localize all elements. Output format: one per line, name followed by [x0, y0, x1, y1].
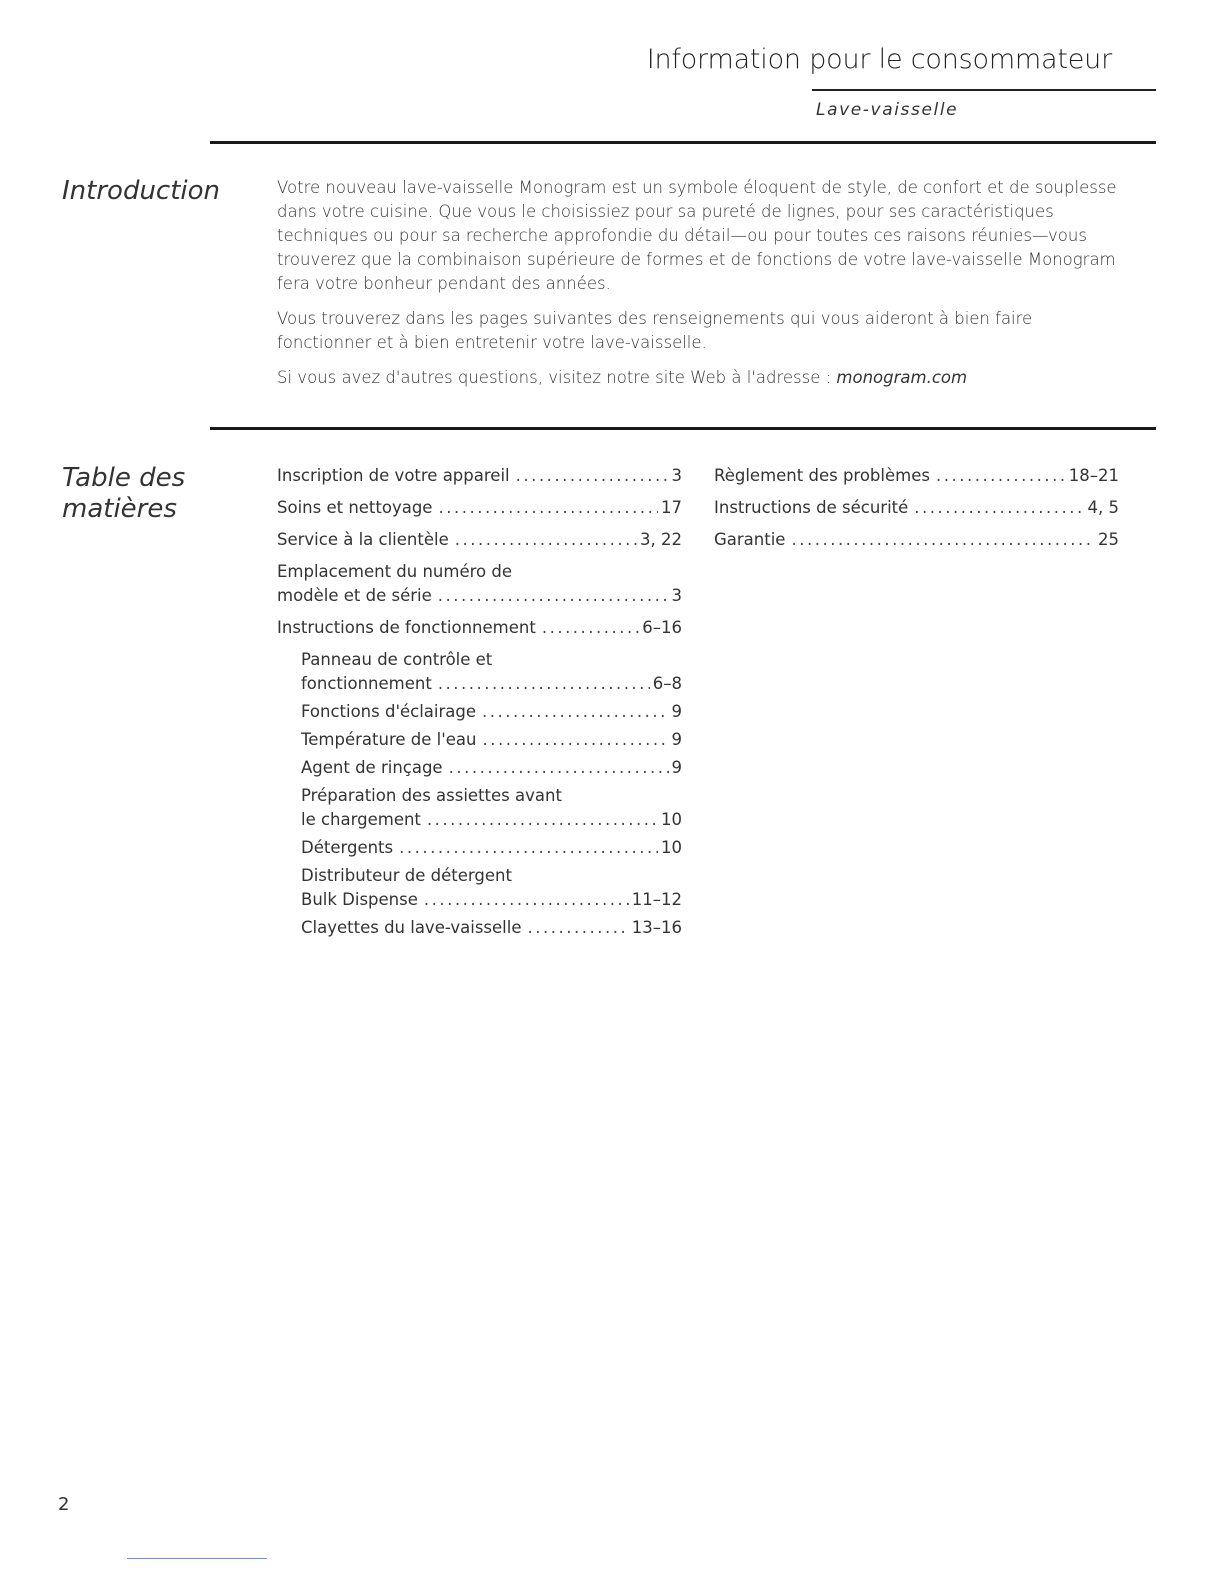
toc-entry-page: 6–8	[652, 674, 682, 693]
toc-entry-title: Règlement des problèmes	[714, 466, 930, 485]
toc-column-2	[714, 464, 1119, 560]
toc-entry-title: Détergents	[301, 838, 394, 857]
toc-entry-title-line: Emplacement du numéro de	[277, 562, 512, 581]
toc-entry-page: 10	[661, 810, 682, 829]
intro-paragraph: Vous trouverez dans les pages suivantes des renseignements qui vous aideront à bien faire fonctionner et à bien entretenir votre lave-vaisselle.	[277, 309, 1033, 352]
toc-entry[interactable]	[714, 496, 1119, 520]
contact-text: Si vous avez d'autres questions, visitez notre site Web à l'adresse :	[277, 368, 837, 387]
contact-paragraph	[277, 366, 1127, 390]
toc-column-1	[277, 464, 682, 944]
toc-leader	[438, 496, 658, 520]
toc-subentry[interactable]	[277, 916, 682, 940]
toc-entry-title: fonctionnement	[301, 674, 432, 693]
toc-subentry[interactable]	[277, 648, 682, 696]
toc-heading	[62, 463, 222, 525]
toc-entry-title: Garantie	[714, 530, 786, 549]
toc-entry-title: Service à la clientèle	[277, 530, 449, 549]
toc-entry-page: 9	[671, 702, 682, 721]
introduction-body	[277, 176, 1127, 401]
toc-leader	[482, 700, 668, 724]
toc-heading-line: matières	[62, 494, 177, 524]
toc-leader	[438, 672, 650, 696]
intro-paragraph: Votre nouveau lave-vaisselle Monogram est un symbole éloquent de style, de confort et de souplesse dans votre cuisine. Que vous le choisissiez pour sa pureté de lignes, pour ses caractéristiques techniques ou pour sa recherche approfondie du détail—ou pour toutes ces raisons réunies—vous trouverez que la combinaison supérieure de formes et de fonctions de votre lave-vaisselle Monogram fera votre bonheur pendant des années.	[277, 178, 1117, 293]
toc-entry[interactable]	[277, 528, 682, 552]
toc-entry-page: 10	[661, 838, 682, 857]
toc-entry-title: Soins et nettoyage	[277, 498, 433, 517]
toc-entry-page: 9	[671, 758, 682, 777]
toc-entry-title: Clayettes du lave-vaisselle	[301, 918, 522, 937]
toc-entry-title: Instructions de fonctionnement	[277, 618, 536, 637]
toc-entry-title: Inscription de votre appareil	[277, 466, 510, 485]
toc-leader	[516, 464, 669, 488]
toc-entry-page: 3, 22	[640, 530, 682, 549]
toc-leader	[424, 888, 629, 912]
footer-rule	[127, 1558, 267, 1559]
toc-leader	[542, 616, 639, 640]
toc-entry-title: Agent de rinçage	[301, 758, 443, 777]
toc-leader	[449, 756, 669, 780]
header-rule	[812, 89, 1156, 91]
page-number: 2	[58, 1494, 70, 1515]
toc-entry-page: 9	[671, 730, 682, 749]
header-title: Information pour le consommateur	[646, 44, 1112, 75]
toc-entry-page: 18–21	[1068, 466, 1119, 485]
toc-subentry[interactable]	[277, 836, 682, 860]
section-divider-top	[210, 141, 1156, 144]
toc-entry-title: Instructions de sécurité	[714, 498, 909, 517]
toc-entry[interactable]	[277, 616, 682, 640]
toc-entry[interactable]	[277, 464, 682, 488]
toc-subentry[interactable]	[277, 728, 682, 752]
toc-entry-page: 3	[671, 586, 682, 605]
toc-entry[interactable]	[714, 528, 1119, 552]
toc-entry-page: 3	[671, 466, 682, 485]
toc-entry-title: Fonctions d'éclairage	[301, 702, 477, 721]
toc-leader	[936, 464, 1066, 488]
toc-subentry[interactable]	[277, 784, 682, 832]
header-subtitle: Lave-vaisselle	[816, 100, 959, 120]
toc-entry-page: 25	[1098, 530, 1119, 549]
website-link[interactable]: monogram.com	[836, 368, 968, 387]
toc-entry-title-line: Distributeur de détergent	[301, 866, 512, 885]
section-divider-middle	[210, 427, 1156, 430]
toc-leader	[427, 808, 658, 832]
toc-subentry[interactable]	[277, 864, 682, 912]
toc-entry-title-line: Panneau de contrôle et	[301, 650, 493, 669]
toc-leader	[399, 836, 658, 860]
toc-entry[interactable]	[277, 560, 682, 608]
toc-entry-title: modèle et de série	[277, 586, 432, 605]
toc-entry[interactable]	[277, 496, 682, 520]
toc-entry-page: 6–16	[642, 618, 682, 637]
toc-leader	[438, 584, 669, 608]
toc-entry-title-line: Préparation des assiettes avant	[301, 786, 562, 805]
toc-subentry[interactable]	[277, 700, 682, 724]
toc-leader	[482, 728, 668, 752]
toc-leader	[914, 496, 1084, 520]
toc-heading-line: Table des	[62, 463, 186, 493]
introduction-heading: Introduction	[62, 176, 221, 206]
toc-leader	[791, 528, 1095, 552]
toc-entry-title: Bulk Dispense	[301, 890, 418, 909]
toc-leader	[528, 916, 629, 940]
toc-entry-page: 4, 5	[1087, 498, 1119, 517]
toc-leader	[455, 528, 637, 552]
toc-subentry[interactable]	[277, 756, 682, 780]
toc-entry-page: 11–12	[631, 890, 682, 909]
toc-entry-page: 17	[661, 498, 682, 517]
toc-entry-title: le chargement	[301, 810, 421, 829]
toc-entry-title: Température de l'eau	[301, 730, 477, 749]
toc-entry[interactable]	[714, 464, 1119, 488]
toc-entry-page: 13–16	[631, 918, 682, 937]
